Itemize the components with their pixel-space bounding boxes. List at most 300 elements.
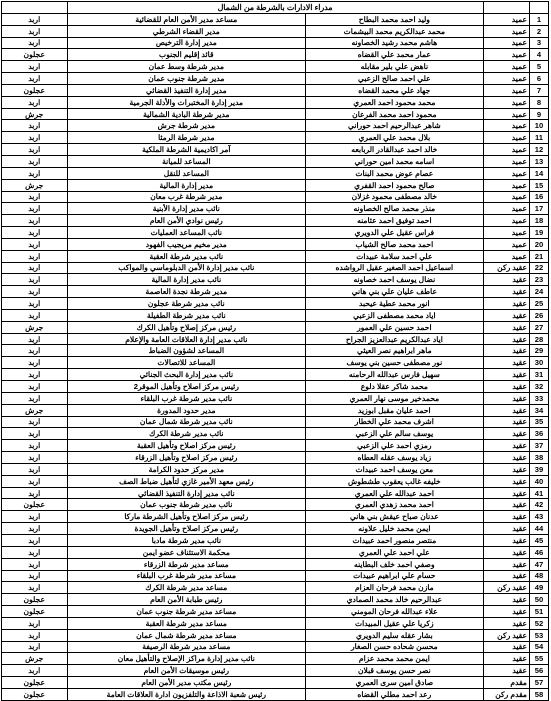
- region-cell: اربد: [2, 534, 68, 546]
- row-number: 9: [530, 108, 549, 120]
- table-row: [2, 191, 549, 203]
- row-number: 4: [530, 49, 549, 61]
- row-number: 21: [530, 250, 549, 262]
- name-cell: نضال يوسف احمد خصاونه: [306, 274, 483, 286]
- name-cell: ناهض علي بلير مقابله: [306, 61, 483, 73]
- rank-cell: مقدم: [483, 677, 529, 689]
- region-cell: اربد: [2, 392, 68, 404]
- table-row: [2, 262, 549, 274]
- name-cell: عدنان صباح عيقش بني هاني: [306, 511, 483, 523]
- name-cell: وليد احمد محمد البطاح: [306, 13, 483, 25]
- region-cell: اربد: [2, 73, 68, 85]
- row-number: 10: [530, 120, 549, 132]
- region-cell: اربد: [2, 641, 68, 653]
- name-cell: علاء عبدالله فرحان المومني: [306, 606, 483, 618]
- position-cell: رئيس مركز اصلاح وتأهيل الشرطة ماركا: [67, 511, 306, 523]
- region-cell: اربد: [2, 144, 68, 156]
- position-cell: نائب مدير إدارة الأبنية: [67, 203, 306, 215]
- table-row: [2, 594, 549, 606]
- table-row: [2, 167, 549, 179]
- table-row: [2, 665, 549, 677]
- table-row: [2, 25, 549, 37]
- rank-cell: عقيد: [483, 392, 529, 404]
- name-cell: حسام علي ابراهيم عبيدات: [306, 570, 483, 582]
- position-cell: نائب مدير شرطة شمال عمان: [67, 416, 306, 428]
- position-cell: مدير إدارة التنفيذ القضائي: [67, 84, 306, 96]
- rank-cell: عقيد: [483, 274, 529, 286]
- row-number: 29: [530, 345, 549, 357]
- region-cell: عجلون: [2, 84, 68, 96]
- position-cell: رئيس شعبة الاذاعة والتلفزيون ادارة العلاقات العامة: [67, 688, 306, 700]
- table-row: [2, 203, 549, 215]
- rank-cell: عميد: [483, 227, 529, 239]
- rank-cell: عميد: [483, 132, 529, 144]
- row-number: 11: [530, 132, 549, 144]
- position-cell: مساعد مدير شرطة شمال عمان: [67, 629, 306, 641]
- rank-cell: عميد: [483, 167, 529, 179]
- position-cell: مدير شرطة وسط عمان: [67, 61, 306, 73]
- row-number: 43: [530, 511, 549, 523]
- position-cell: مساعد مدير شرطة الكرك: [67, 582, 306, 594]
- rank-cell: عقيد: [483, 570, 529, 582]
- position-cell: مدير شرطة جرش: [67, 120, 306, 132]
- rank-cell: عقيد: [483, 617, 529, 629]
- table-body: [2, 13, 549, 700]
- region-cell: اربد: [2, 357, 68, 369]
- table-row: [2, 629, 549, 641]
- row-number: 44: [530, 523, 549, 535]
- position-cell: المساعد للميانة: [67, 155, 306, 167]
- rank-cell: عقيد: [483, 428, 529, 440]
- rank-cell: عقيد: [483, 665, 529, 677]
- position-cell: رئيس مركز اصلاح وتأهيل العقبة: [67, 440, 306, 452]
- table-row: [2, 392, 549, 404]
- rank-cell: عقيد: [483, 440, 529, 452]
- position-cell: المساعد لشؤون الضباط: [67, 345, 306, 357]
- table-row: [2, 108, 549, 120]
- row-number: 22: [530, 262, 549, 274]
- row-number: 46: [530, 546, 549, 558]
- table-row: [2, 487, 549, 499]
- region-cell: عجلون: [2, 499, 68, 511]
- position-cell: نائب مدير شرطة غرب البلقاء: [67, 392, 306, 404]
- region-cell: اربد: [2, 298, 68, 310]
- header-spacer-rank: [483, 2, 529, 14]
- name-cell: احمد توفيق احمد عثامنه: [306, 215, 483, 227]
- position-cell: مدير شرطة نجدة العاصمة: [67, 286, 306, 298]
- officers-table: [1, 1, 549, 701]
- row-number: 13: [530, 155, 549, 167]
- row-number: 20: [530, 238, 549, 250]
- position-cell: نائب مدير شرطة جنوب عمان: [67, 499, 306, 511]
- position-cell: نائب مدير شرطة الكرك: [67, 428, 306, 440]
- region-cell: اربد: [2, 416, 68, 428]
- region-cell: عجلون: [2, 49, 68, 61]
- row-number: 7: [530, 84, 549, 96]
- table-row: [2, 215, 549, 227]
- row-number: 27: [530, 321, 549, 333]
- name-cell: اشرف محمد علي الخطار: [306, 416, 483, 428]
- rank-cell: عميد: [483, 25, 529, 37]
- name-cell: عمار محمد علي القضاه: [306, 49, 483, 61]
- table-row: [2, 381, 549, 393]
- region-cell: عجلون: [2, 677, 68, 689]
- region-cell: اربد: [2, 238, 68, 250]
- region-cell: اربد: [2, 333, 68, 345]
- rank-cell: عقيد: [483, 558, 529, 570]
- position-cell: رئيس مركز اصلاح وتأهيل الموقر2: [67, 381, 306, 393]
- position-cell: المساعد للاتصالات: [67, 357, 306, 369]
- position-cell: مدير القضاء الشرطي: [67, 25, 306, 37]
- row-number: 2: [530, 25, 549, 37]
- row-number: 52: [530, 617, 549, 629]
- row-number: 47: [530, 558, 549, 570]
- rank-cell: عقيد: [483, 345, 529, 357]
- table-row: [2, 404, 549, 416]
- name-cell: احمد حسين علي العمور: [306, 321, 483, 333]
- rank-cell: عقيد: [483, 511, 529, 523]
- row-number: 32: [530, 381, 549, 393]
- region-cell: اربد: [2, 475, 68, 487]
- region-cell: اربد: [2, 191, 68, 203]
- rank-cell: عقيد: [483, 546, 529, 558]
- region-cell: اربد: [2, 665, 68, 677]
- region-cell: اربد: [2, 96, 68, 108]
- name-cell: محسن شحاده حسن الصغار: [306, 641, 483, 653]
- name-cell: عبدالرحيم خالد محمد الصمادي: [306, 594, 483, 606]
- table-row: [2, 179, 549, 191]
- region-cell: اربد: [2, 558, 68, 570]
- table-title: مدراء الادارات بالشرطة من الشمال: [67, 2, 483, 14]
- rank-cell: عميد: [483, 120, 529, 132]
- name-cell: اسامه محمد امين حوراني: [306, 155, 483, 167]
- row-number: 17: [530, 203, 549, 215]
- region-cell: اربد: [2, 369, 68, 381]
- name-cell: احمد عبدالله علي العمري: [306, 487, 483, 499]
- name-cell: علي احمد علي العمري: [306, 546, 483, 558]
- rank-cell: عقيد: [483, 381, 529, 393]
- rank-cell: عقيد: [483, 594, 529, 606]
- table-row: [2, 227, 549, 239]
- region-cell: اربد: [2, 37, 68, 49]
- rank-cell: عميد: [483, 238, 529, 250]
- position-cell: نائب مدير إدارة البحث الجنائي: [67, 369, 306, 381]
- rank-cell: عقيد: [483, 357, 529, 369]
- name-cell: انور محمد عطية عيحبد: [306, 298, 483, 310]
- table-row: [2, 440, 549, 452]
- row-number: 37: [530, 440, 549, 452]
- row-number: 39: [530, 463, 549, 475]
- name-cell: علي احمد سلامة عبيدات: [306, 250, 483, 262]
- rank-cell: مقدم ركن: [483, 688, 529, 700]
- row-number: 53: [530, 629, 549, 641]
- region-cell: اربد: [2, 250, 68, 262]
- region-cell: جرش: [2, 321, 68, 333]
- rank-cell: عميد: [483, 155, 529, 167]
- position-cell: قائد إقليم الجنوب: [67, 49, 306, 61]
- region-cell: اربد: [2, 203, 68, 215]
- region-cell: عجلون: [2, 688, 68, 700]
- region-cell: اربد: [2, 440, 68, 452]
- rank-cell: عقيد: [483, 523, 529, 535]
- row-number: 58: [530, 688, 549, 700]
- table-row: [2, 250, 549, 262]
- name-cell: محمد شاكر عقلا دلوع: [306, 381, 483, 393]
- row-number: 25: [530, 298, 549, 310]
- rank-cell: عميد: [483, 96, 529, 108]
- row-number: 30: [530, 357, 549, 369]
- rank-cell: عقيد: [483, 333, 529, 345]
- name-cell: عصام عوض محمد البنات: [306, 167, 483, 179]
- rank-cell: عقيد: [483, 369, 529, 381]
- region-cell: اربد: [2, 546, 68, 558]
- name-cell: احمد محمد صالح الشياب: [306, 238, 483, 250]
- row-number: 24: [530, 286, 549, 298]
- region-cell: اربد: [2, 570, 68, 582]
- name-cell: هاشم محمد رشيد الخصاونه: [306, 37, 483, 49]
- position-cell: مساعد مدير شرطة الرصيفة: [67, 641, 306, 653]
- region-cell: اربد: [2, 167, 68, 179]
- region-cell: اربد: [2, 262, 68, 274]
- position-cell: مساعد مدير شرطة العقبة: [67, 617, 306, 629]
- header-spacer-number: [530, 2, 549, 14]
- region-cell: اربد: [2, 487, 68, 499]
- rank-cell: عقيد: [483, 416, 529, 428]
- rank-cell: عقيد: [483, 309, 529, 321]
- table-row: [2, 345, 549, 357]
- position-cell: مدير حدود المدورة: [67, 404, 306, 416]
- row-number: 12: [530, 144, 549, 156]
- rank-cell: عقيد: [483, 321, 529, 333]
- table-row: [2, 84, 549, 96]
- table-row: [2, 274, 549, 286]
- position-cell: مساعد مدير شرطة غرب البلقاء: [67, 570, 306, 582]
- position-cell: مدير شرطة الرمثا: [67, 132, 306, 144]
- table-row: [2, 120, 549, 132]
- region-cell: اربد: [2, 132, 68, 144]
- row-number: 41: [530, 487, 549, 499]
- table-row: [2, 238, 549, 250]
- table-row: [2, 617, 549, 629]
- name-cell: يوسف سالم علي الزعبي: [306, 428, 483, 440]
- rank-cell: عقيد: [483, 653, 529, 665]
- region-cell: اربد: [2, 582, 68, 594]
- table-row: [2, 309, 549, 321]
- row-number: 8: [530, 96, 549, 108]
- region-cell: اربد: [2, 309, 68, 321]
- region-cell: اربد: [2, 523, 68, 535]
- name-cell: شاهر عبدالرحيم احمد حوراني: [306, 120, 483, 132]
- table-row: [2, 416, 549, 428]
- region-cell: اربد: [2, 381, 68, 393]
- name-cell: نور مصطفى حسين بني يوسف: [306, 357, 483, 369]
- table-row: [2, 582, 549, 594]
- table-row: [2, 13, 549, 25]
- position-cell: نائب المساعد العمليات: [67, 227, 306, 239]
- region-cell: جرش: [2, 404, 68, 416]
- name-cell: اسماعيل احمد الصغير عقيل الرواشده: [306, 262, 483, 274]
- region-cell: اربد: [2, 428, 68, 440]
- rank-cell: عميد: [483, 250, 529, 262]
- region-cell: اربد: [2, 345, 68, 357]
- rank-cell: عميد: [483, 215, 529, 227]
- table-header: [2, 2, 549, 14]
- row-number: 33: [530, 392, 549, 404]
- position-cell: رئيس مركز اصلاح وتأهيل الجويدة: [67, 523, 306, 535]
- rank-cell: عميد: [483, 84, 529, 96]
- position-cell: مدير إدارة المالية: [67, 179, 306, 191]
- table-row: [2, 96, 549, 108]
- position-cell: نائب مدير شرطة عجلون: [67, 298, 306, 310]
- name-cell: احمد عليان مقبل ابوزيد: [306, 404, 483, 416]
- name-cell: مازن محمد فرحان العزام: [306, 582, 483, 594]
- region-cell: اربد: [2, 120, 68, 132]
- rank-cell: عقيد: [483, 286, 529, 298]
- name-cell: ايمن محمد محمد عزام: [306, 653, 483, 665]
- table-row: [2, 155, 549, 167]
- rank-cell: عميد: [483, 144, 529, 156]
- name-cell: خليفه غالب يعقوب طشطوش: [306, 475, 483, 487]
- rank-cell: عميد: [483, 179, 529, 191]
- row-number: 15: [530, 179, 549, 191]
- position-cell: مدير شرطة جنوب عمان: [67, 73, 306, 85]
- region-cell: اربد: [2, 274, 68, 286]
- row-number: 31: [530, 369, 549, 381]
- row-number: 34: [530, 404, 549, 416]
- row-number: 35: [530, 416, 549, 428]
- name-cell: محمود احمد محمد الفرعان: [306, 108, 483, 120]
- table-row: [2, 321, 549, 333]
- rank-cell: عقيد: [483, 487, 529, 499]
- table-row: [2, 499, 549, 511]
- rank-cell: عقيد: [483, 404, 529, 416]
- row-number: 19: [530, 227, 549, 239]
- rank-cell: عميد: [483, 37, 529, 49]
- row-number: 45: [530, 534, 549, 546]
- table-row: [2, 688, 549, 700]
- row-number: 48: [530, 570, 549, 582]
- position-cell: مساعد مدير الأمن العام للقضائية: [67, 13, 306, 25]
- name-cell: ايمن محمد خليل علاونه: [306, 523, 483, 535]
- table-row: [2, 357, 549, 369]
- name-cell: بلال محمد علي العمري: [306, 132, 483, 144]
- position-cell: رئيس طبابة الأمن العام: [67, 594, 306, 606]
- table-row: [2, 37, 549, 49]
- position-cell: آمر اكاديمية الشرطة الملكية: [67, 144, 306, 156]
- position-cell: نائب مدير شرطة الطفيلة: [67, 309, 306, 321]
- region-cell: عجلون: [2, 606, 68, 618]
- table-row: [2, 546, 549, 558]
- name-cell: وصفي احمد خلف البطاينه: [306, 558, 483, 570]
- table-row: [2, 132, 549, 144]
- name-cell: صادق امين سرى العمري: [306, 677, 483, 689]
- name-cell: جهاد علي محمد القضاه: [306, 84, 483, 96]
- table-row: [2, 61, 549, 73]
- position-cell: مدير مخيم مريجيب الفهود: [67, 238, 306, 250]
- table-row: [2, 144, 549, 156]
- row-number: 1: [530, 13, 549, 25]
- rank-cell: عقيد: [483, 641, 529, 653]
- table-row: [2, 452, 549, 464]
- rank-cell: عميد: [483, 13, 529, 25]
- position-cell: نائب مدير إدارة التنفيذ القضائي: [67, 487, 306, 499]
- name-cell: محمد محمود احمد العمري: [306, 96, 483, 108]
- rank-cell: عميد: [483, 73, 529, 85]
- table-row: [2, 558, 549, 570]
- position-cell: رئيس معهد الأمير غازي لتأهيل ضباط الصف: [67, 475, 306, 487]
- table-row: [2, 534, 549, 546]
- table-row: [2, 641, 549, 653]
- name-cell: رعد احمد مطلي القضاه: [306, 688, 483, 700]
- position-cell: مدير شرطة غرب معان: [67, 191, 306, 203]
- row-number: 23: [530, 274, 549, 286]
- name-cell: عاطف عليان علي بني هاني: [306, 286, 483, 298]
- table-row: [2, 677, 549, 689]
- position-cell: رئيس مركز اصلاح وتأهيل الزرقاء: [67, 452, 306, 464]
- position-cell: محكمة الاستئناف عضو ايمن: [67, 546, 306, 558]
- name-cell: نصر حسن يوسف قبلان: [306, 665, 483, 677]
- table-row: [2, 428, 549, 440]
- region-cell: اربد: [2, 629, 68, 641]
- region-cell: عجلون: [2, 594, 68, 606]
- rank-cell: عقيد: [483, 298, 529, 310]
- region-cell: اربد: [2, 61, 68, 73]
- rank-cell: عميد: [483, 61, 529, 73]
- name-cell: منذر محمد صالح الخصاونه: [306, 203, 483, 215]
- row-number: 50: [530, 594, 549, 606]
- row-number: 36: [530, 428, 549, 440]
- rank-cell: عميد: [483, 203, 529, 215]
- region-cell: جرش: [2, 653, 68, 665]
- name-cell: منتصر منصور احمد عبيدات: [306, 534, 483, 546]
- region-cell: جرش: [2, 179, 68, 191]
- position-cell: رئيس مركز إصلاح وتأهيل الكرك: [67, 321, 306, 333]
- region-cell: جرش: [2, 108, 68, 120]
- row-number: 6: [530, 73, 549, 85]
- row-number: 28: [530, 333, 549, 345]
- row-number: 54: [530, 641, 549, 653]
- region-cell: اربد: [2, 13, 68, 25]
- rank-cell: عقيد: [483, 606, 529, 618]
- row-number: 18: [530, 215, 549, 227]
- row-number: 42: [530, 499, 549, 511]
- position-cell: مساعد مدير شرطة جنوب عمان: [67, 606, 306, 618]
- rank-cell: عقيد: [483, 534, 529, 546]
- name-cell: خالد مصطفى محمود غزلان: [306, 191, 483, 203]
- table-row: [2, 523, 549, 535]
- row-number: 57: [530, 677, 549, 689]
- region-cell: اربد: [2, 155, 68, 167]
- header-spacer-region: [2, 2, 68, 14]
- rank-cell: عقيد: [483, 475, 529, 487]
- table-row: [2, 49, 549, 61]
- name-cell: معن يوسف احمد عبيدات: [306, 463, 483, 475]
- rank-cell: عميد: [483, 49, 529, 61]
- position-cell: مدير شرطة البادية الشمالية: [67, 108, 306, 120]
- rank-cell: عقيد ركن: [483, 262, 529, 274]
- position-cell: نائب مدير إدارة العلاقات العامة والإعلام: [67, 333, 306, 345]
- table-row: [2, 333, 549, 345]
- rank-cell: عقيد: [483, 463, 529, 475]
- rank-cell: عقيد ركن: [483, 582, 529, 594]
- region-cell: اربد: [2, 452, 68, 464]
- position-cell: نائب مدير شرطة مادبا: [67, 534, 306, 546]
- position-cell: رئيس نوادي الأمن العام: [67, 215, 306, 227]
- name-cell: احمد محمد زهدي العمري: [306, 499, 483, 511]
- rank-cell: عميد: [483, 108, 529, 120]
- table-row: [2, 570, 549, 582]
- position-cell: المساعد للنقل: [67, 167, 306, 179]
